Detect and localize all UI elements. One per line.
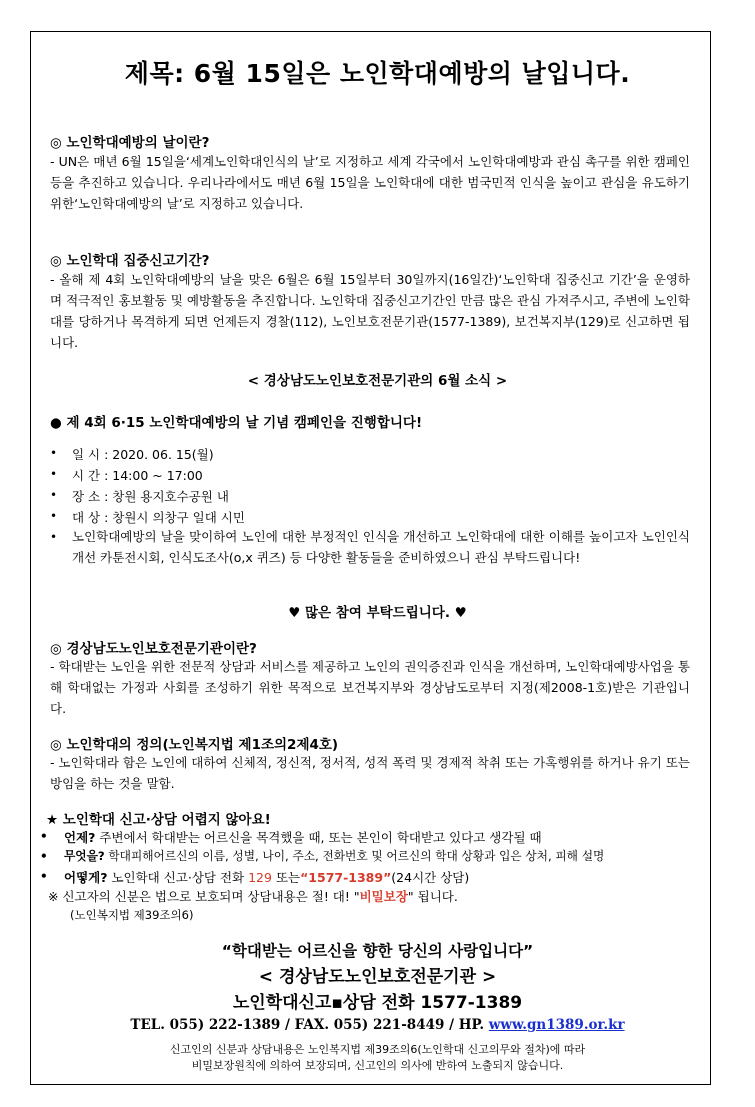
footer-contact xyxy=(0,1017,755,1033)
report-heading: ★ 노인학대 신고·상담 어렵지 않아요! xyxy=(46,812,271,828)
report-what xyxy=(64,848,604,864)
footer-contact-text: TEL. 055) 222-1389 / FAX. 055) 221-8449 / HP. xyxy=(130,1017,489,1033)
campaign-time: 시 간 : 14:00 ~ 17:00 xyxy=(72,468,203,483)
participation-request: ♥ 많은 참여 부탁드립니다. ♥ xyxy=(288,605,467,621)
section-body-definition: - 노인학대라 함은 노인에 대하여 신체적, 정신적, 정서적, 성적 폭력 및 경제적 착취 또는 가혹행위를 하거나 유기 또는 방임을 하는 것을 말함. xyxy=(50,755,690,791)
footer-notice-2: 비밀보장원칙에 의하여 보장되며, 신고인의 의사에 반하여 노출되지 않습니다. xyxy=(191,1059,564,1072)
campaign-date: 일 시 : 2020. 06. 15(월) xyxy=(72,447,214,462)
bullet-icon: • xyxy=(50,488,58,502)
bullet-icon: • xyxy=(50,509,58,523)
bullet-icon: • xyxy=(40,849,48,863)
website-link[interactable]: www.gn1389.or.kr xyxy=(488,1017,625,1033)
section-heading-definition: ◎ 노인학대의 정의(노인복지법 제1조의2제4호) xyxy=(50,737,339,753)
report-what-text: 학대피해어르신의 이름, 성별, 나이, 주소, 전화번호 및 어르신의 학대 상황과 입은 상처, 피해 설명 xyxy=(104,849,605,863)
footer-slogan: “학대받는 어르신을 향한 당신의 사랑입니다” xyxy=(221,942,534,960)
section-heading-report-period: ◎ 노인학대 집중신고기간? xyxy=(50,253,210,269)
report-note-secret: 비밀보장 xyxy=(359,889,408,904)
bullet-icon: • xyxy=(40,869,48,883)
report-how-label: 어떻게? xyxy=(64,870,108,885)
report-how-number: “1577-1389” xyxy=(300,870,392,885)
footer-org: < 경상남도노인보호전문기관 > xyxy=(258,967,497,987)
report-how-text3: (24시간 상담) xyxy=(391,870,470,885)
section-heading-agency: ◎ 경상남도노인보호전문기관이란? xyxy=(50,641,257,657)
news-heading: < 경상남도노인보호전문기관의 6월 소식 > xyxy=(247,373,508,389)
bullet-icon: • xyxy=(40,829,48,843)
bullet-icon: • xyxy=(50,467,58,481)
footer-phone: 노인학대신고▪상담 전화 1577-1389 xyxy=(232,993,523,1013)
section-body-report-period: - 올해 제 4회 노인학대예방의 날을 맞은 6월은 6월 15일부터 30일까지(16일간)‘노인학대 집중신고 기간’을 운영하며 적극적인 홍보활동 및 예방활동을 추진합니다. 노인학대 집중신고기간인 만큼 많은 관심 가져주시고, 주변에 노인학대를 당하거나 목격하게 되면 언제든지 경찰(112), 노인보호전문기관(1577-1389), 보건복지부(129)로 신고하면 됩니다. xyxy=(50,272,690,350)
campaign-target: 대 상 : 창원시 의창구 일대 시민 xyxy=(72,510,245,525)
report-how-129: 129 xyxy=(248,870,272,885)
campaign-description: 노인학대예방의 날을 맞이하여 노인에 대한 부정적인 인식을 개선하고 노인학대에 대한 이해를 높이고자 노인인식개선 카툰전시회, 인식도조사(o,x 퀴즈) 등 다양한 활동들을 준비하였으니 관심 부탁드립니다! xyxy=(72,529,690,565)
footer-notice-1: 신고인의 신분과 상담내용은 노인복지법 제39조의6(노인학대 신고의무와 절차)에 따라 xyxy=(169,1043,586,1056)
report-privacy-note xyxy=(48,887,458,905)
report-when-text: 주변에서 학대받는 어르신을 목격했을 때, 또는 본인이 학대받고 있다고 생각될 때 xyxy=(95,830,542,845)
campaign-place: 장 소 : 창원 용지호수공원 내 xyxy=(72,489,229,504)
report-law-reference: (노인복지법 제39조의6) xyxy=(70,908,194,922)
report-when xyxy=(64,828,542,846)
report-when-label: 언제? xyxy=(64,830,96,845)
campaign-heading: ● 제 4회 6·15 노인학대예방의 날 기념 캠페인을 진행합니다! xyxy=(50,415,423,431)
bullet-icon: • xyxy=(50,530,58,544)
section-heading-prevention-day: ◎ 노인학대예방의 날이란? xyxy=(50,135,210,151)
section-body-agency: - 학대받는 노인을 위한 전문적 상담과 서비스를 제공하고 노인의 권익증진과 인식을 개선하며, 노인학대예방사업을 통해 학대없는 가정과 사회를 조성하기 위한 목적으로 보건복지부와 경상남도로부터 지정(제2008-1호)받은 기관입니다. xyxy=(50,659,690,716)
report-note-part2: " 됩니다. xyxy=(407,889,458,904)
page-title: 제목: 6월 15일은 노인학대예방의 날입니다. xyxy=(124,59,631,88)
report-how-text2: 또는 xyxy=(271,870,301,885)
report-note-part1: ※ 신고자의 신분은 법으로 보호되며 상담내용은 절! 대! " xyxy=(48,889,360,904)
section-body-prevention-day: - UN은 매년 6월 15일을‘세계노인학대인식의 날’로 지정하고 세계 각국에서 노인학대예방과 관심 촉구를 위한 캠페인 등을 추진하고 있습니다. 우리나라에서도 매년 6월 15일을 노인학대에 대한 범국민적 인식을 높이고 관심을 유도하기 위한‘노인학대예방의 날’로 지정하고 있습니다. xyxy=(50,154,690,211)
report-how-text1: 노인학대 신고·상담 전화 xyxy=(107,870,249,885)
bullet-icon: • xyxy=(50,446,58,460)
report-what-label: 무엇을? xyxy=(64,849,105,863)
report-how xyxy=(64,868,469,886)
